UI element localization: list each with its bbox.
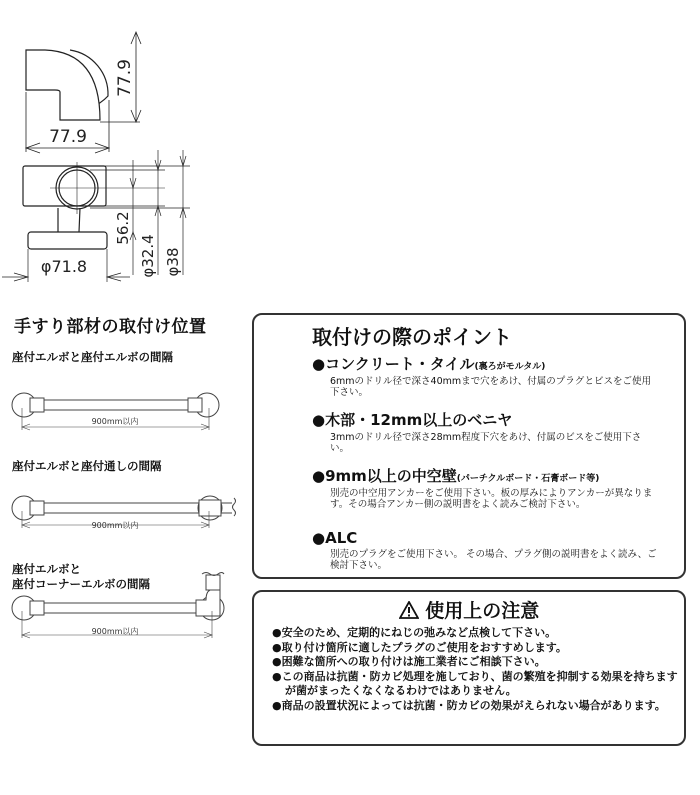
elbow-height-label: 77.9 [115, 59, 135, 97]
front-dimension-lines [2, 150, 190, 282]
dia-32-label: φ32.4 [139, 234, 157, 278]
point-hollow-wall [312, 465, 660, 510]
case-1-label: 座付エルボと座付エルボの間隔 [12, 350, 173, 364]
base-dia-label: φ71.8 [40, 257, 88, 276]
height-56-label: 56.2 [114, 211, 132, 245]
point-head: ●木部・12mm以上のベニヤ [312, 411, 513, 429]
placement-title: 手すり部材の取付け位置 [14, 317, 207, 337]
caution-item: ●取り付け箇所に適したプラグのご使用をおすすめします。 [272, 640, 567, 654]
dia-38-label: φ38 [164, 247, 182, 277]
point-head: ●9mm以上の中空壁 [312, 467, 457, 485]
caution-item: ●安全のため、定期的にねじの弛みなど点検して下さい。 [272, 626, 557, 639]
case-1-dim: 900mm以内 [91, 417, 139, 426]
caution-list [272, 626, 682, 713]
caution-box [252, 590, 686, 746]
point-body: 別売の中空用アンカーをご使用下さい。板の厚みによりアンカーが異なります。その場合アンカー側の説明書をよく読みご検討下さい。 [330, 488, 653, 510]
elbow-side-view [26, 50, 108, 120]
point-note: (裏ろがモルタル) [474, 362, 546, 372]
points-title: 取付けの際のポイント [312, 325, 512, 349]
point-head: ●コンクリート・タイル [312, 355, 475, 373]
installation-points-box [252, 313, 686, 579]
point-note: (パーチクルボード・石膏ボード等) [456, 474, 600, 484]
elbow-width-label: 77.9 [49, 127, 87, 147]
caution-item: ●困難な箇所への取り付けは施工業者にご相談下さい。 [272, 655, 546, 668]
warning-triangle-icon [399, 601, 419, 619]
point-concrete [312, 353, 660, 398]
caution-heading [254, 596, 684, 623]
caution-item: ●商品の設置状況によっては抗菌・防カビの効果がえられない場合があります。 [272, 698, 666, 712]
point-body: 6mmのドリル径で深さ40mmまで穴をあけ、付属のプラグとビスをご使用下さい。 [330, 376, 651, 398]
point-wood [312, 409, 660, 454]
point-body: 別売のプラグをご使用下さい。 その場合、プラグ側の説明書をよく読み、ご検討下さい。 [330, 549, 657, 571]
point-body: 3mmのドリル径で深さ28mm程度下穴をあけ、付属のビスをご使用下さい。 [330, 432, 642, 454]
caution-title: 使用上の注意 [425, 600, 540, 622]
case-3-label-line1: 座付エルボと [12, 562, 81, 576]
case-3-label-line2: 座付コーナーエルボの間隔 [12, 577, 150, 591]
elbow-dimension-drawing [0, 0, 210, 290]
caution-item: ●この商品は抗菌・防カビ処理を施しており、菌の繁殖を抑制する効果を持ちますが菌がまったくなくなるわけではありません。 [272, 669, 678, 697]
case-3-dim: 900mm以内 [91, 627, 139, 636]
case-2-dim: 900mm以内 [91, 521, 139, 530]
point-head: ●ALC [312, 529, 358, 547]
point-alc [312, 529, 660, 571]
placement-diagrams [0, 380, 250, 650]
case-2-label: 座付エルボと座付通しの間隔 [12, 459, 162, 473]
